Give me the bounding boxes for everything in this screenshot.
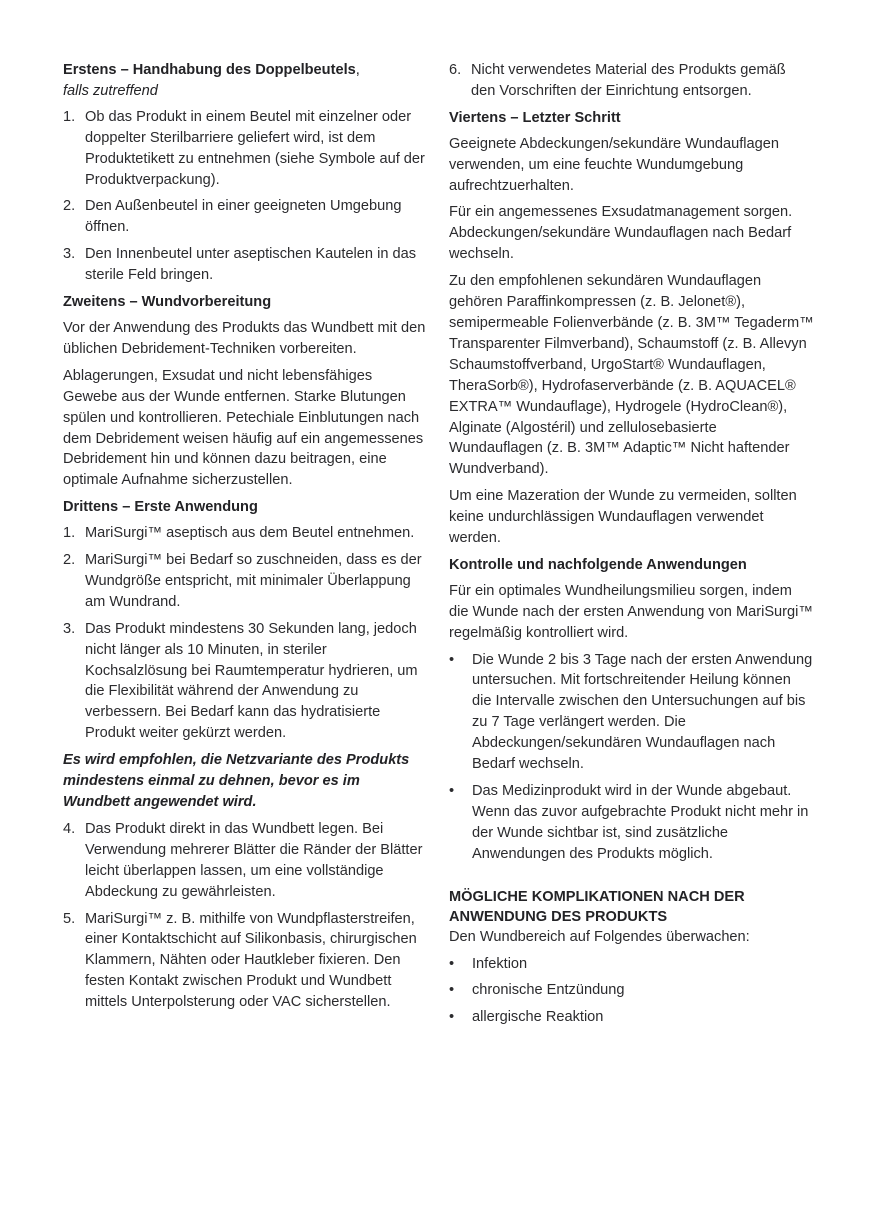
list-item <box>63 619 428 744</box>
paragraph: Zu den empfohlenen sekundären Wundauflagen gehören Paraffinkompressen (z. B. Jelonet®), semipermeable Folienverbände (z. B. 3M™ Tegaderm™ Transparenter Filmverband), Schaumstoff (z. B. Allevyn Schaumstoffverband, UrgoStart® Wundauflagen, TheraSorb®), Hydrofaserverbände (z. B. AQUACEL® EXTRA™ Wundauflage), Hydrogele (HydroClean®), Alginate (Algostéril) und zellulosebasierte Wundauflagen (z. B. 3M™ Adaptic™ Nicht haftender Wundverband). <box>449 273 814 478</box>
bullet-icon: • <box>449 982 455 999</box>
numbered-list-drittens <box>63 523 428 744</box>
heading-comma: , <box>355 62 360 78</box>
item-number: 5. <box>63 910 76 927</box>
item-number: 4. <box>63 820 76 837</box>
item-text: Infektion <box>472 955 528 972</box>
item-text: MariSurgi™ aseptisch aus dem Beutel entnehmen. <box>85 525 415 542</box>
paragraph: Ablagerungen, Exsudat und nicht lebensfähiges Gewebe aus der Wunde entfernen. Starke Blutungen spülen und kontrollieren. Petechiale Einblutungen nach dem Debridement weisen häufig auf ein angemessenes Debridement hin und können dazu beitragen, eine optimale Aufnahme sicherzustellen. <box>63 367 424 489</box>
list-item <box>63 550 428 613</box>
paragraph: Geeignete Abdeckungen/sekundäre Wundauflagen verwenden, um eine feuchte Wundumgebung aufrechtzuerhalten. <box>449 135 779 194</box>
item-text: Das Produkt mindestens 30 Sekunden lang, jedoch nicht länger als 10 Minuten, in steriler Kochsalzlösung bei Raumtemperatur hydrieren, um die Flexibilität während der Anwendung zu verbessern. Bei Bedarf kann das hydratisierte Produkt weiter gekürzt werden. <box>85 620 418 742</box>
bullet-item <box>449 980 814 1001</box>
paragraph: Vor der Anwendung des Produkts das Wundbett mit den üblichen Debridement-Techniken vorbereiten. <box>63 319 426 357</box>
item-number: 3. <box>63 620 76 637</box>
bullet-list-kontrolle <box>449 650 814 865</box>
numbered-list-drittens-continued <box>63 819 428 1013</box>
heading-text: Erstens – Handhabung des Doppelbeutels <box>63 62 356 78</box>
item-text: Die Wunde 2 bis 3 Tage nach der ersten Anwendung untersuchen. Mit fortschreitender Heilung können die Intervalle zwischen den Untersuchungen auf bis zu 7 Tage verlängert werden. Die Abdeckungen/sekundären Wundauflagen nach Bedarf wechseln. <box>472 651 813 773</box>
bullet-icon: • <box>449 651 455 668</box>
item-number: 1. <box>63 108 76 125</box>
item-number: 2. <box>63 198 76 215</box>
item-number: 6. <box>449 62 462 78</box>
item-number: 2. <box>63 552 76 569</box>
section-heading-zweitens: Zweitens – Wundvorbereitung <box>63 294 272 311</box>
recommendation-note: Es wird empfohlen, die Netzvariante des Produkts mindestens einmal zu dehnen, bevor es im Wundbett angewendet wird. <box>63 752 410 810</box>
item-text: Den Außenbeutel in einer geeigneten Umgebung öffnen. <box>85 198 402 236</box>
section-heading-viertens: Viertens – Letzter Schritt <box>449 109 621 126</box>
item-text: Ob das Produkt in einem Beutel mit einzelner oder doppelter Sterilbarriere geliefert wird, ist dem Produktetikett zu entnehmen (siehe Symbole auf der Produktverpackung). <box>85 108 425 188</box>
numbered-list-continued <box>449 60 814 102</box>
list-item <box>449 60 814 102</box>
item-text: MariSurgi™ z. B. mithilfe von Wundpflasterstreifen, einer Kontaktschicht auf Silikonbasis, chirurgischen Klammern, Nähten oder Hautkleber fixieren. Den festen Kontakt zwischen Produkt und Wundbett mittels Unterpolsterung oder VAC sicherstellen. <box>85 910 417 1011</box>
list-item <box>63 909 428 1014</box>
item-text: Den Innenbeutel unter aseptischen Kautelen in das sterile Feld bringen. <box>85 246 417 284</box>
heading-subtitle: falls zutreffend <box>63 82 158 99</box>
bullet-icon: • <box>449 955 455 972</box>
right-column <box>449 60 814 1034</box>
list-item <box>63 196 428 238</box>
item-text: allergische Reaktion <box>472 1009 604 1026</box>
bullet-icon: • <box>449 783 455 799</box>
bullet-item <box>449 781 814 865</box>
list-item <box>63 244 428 286</box>
item-text: Nicht verwendetes Material des Produkts gemäß den Vorschriften der Einrichtung entsorgen. <box>471 62 786 99</box>
list-item <box>63 523 428 544</box>
paragraph: Den Wundbereich auf Folgendes überwachen: <box>449 928 750 945</box>
item-text: Das Medizinprodukt wird in der Wunde abgebaut. Wenn das zuvor aufgebrachte Produkt nicht mehr in der Wunde sichtbar ist, sind zusätzliche Anwendungen des Produkts möglich. <box>472 783 809 862</box>
section-heading-komplikationen: MÖGLICHE KOMPLIKATIONEN NACH DER ANWENDUNG DES PRODUKTS <box>449 888 745 925</box>
section-heading-kontrolle: Kontrolle und nachfolgende Anwendungen <box>449 556 747 573</box>
bullet-item <box>449 954 814 975</box>
paragraph: Um eine Mazeration der Wunde zu vermeiden, sollten keine undurchlässigen Wundauflagen verwendet werden. <box>449 488 797 547</box>
list-item <box>63 107 428 191</box>
paragraph: Für ein optimales Wundheilungsmilieu sorgen, indem die Wunde nach der ersten Anwendung von MariSurgi™ regelmäßig kontrolliert wird. <box>449 582 813 641</box>
item-text: Das Produkt direkt in das Wundbett legen. Bei Verwendung mehrerer Blätter die Ränder der Blätter leicht überlappen lassen, um eine vollständige Abdeckung zu gewährleisten. <box>85 820 423 900</box>
bullet-icon: • <box>449 1009 455 1026</box>
item-number: 1. <box>63 525 76 542</box>
section-heading-drittens: Drittens – Erste Anwendung <box>63 499 258 516</box>
numbered-list-erstens <box>63 107 428 286</box>
item-text: MariSurgi™ bei Bedarf so zuschneiden, dass es der Wundgröße entspricht, mit minimaler Überlappung am Wundrand. <box>85 552 422 610</box>
left-column <box>63 60 428 1019</box>
bullet-item <box>449 650 814 775</box>
section-heading-erstens <box>63 60 428 102</box>
paragraph: Für ein angemessenes Exsudatmanagement sorgen. Abdeckungen/sekundäre Wundauflagen nach Bedarf wechseln. <box>449 204 793 263</box>
bullet-item <box>449 1007 814 1028</box>
item-text: chronische Entzündung <box>472 982 625 999</box>
list-item <box>63 819 428 903</box>
bullet-list-komplikationen <box>449 954 814 1029</box>
item-number: 3. <box>63 246 76 263</box>
